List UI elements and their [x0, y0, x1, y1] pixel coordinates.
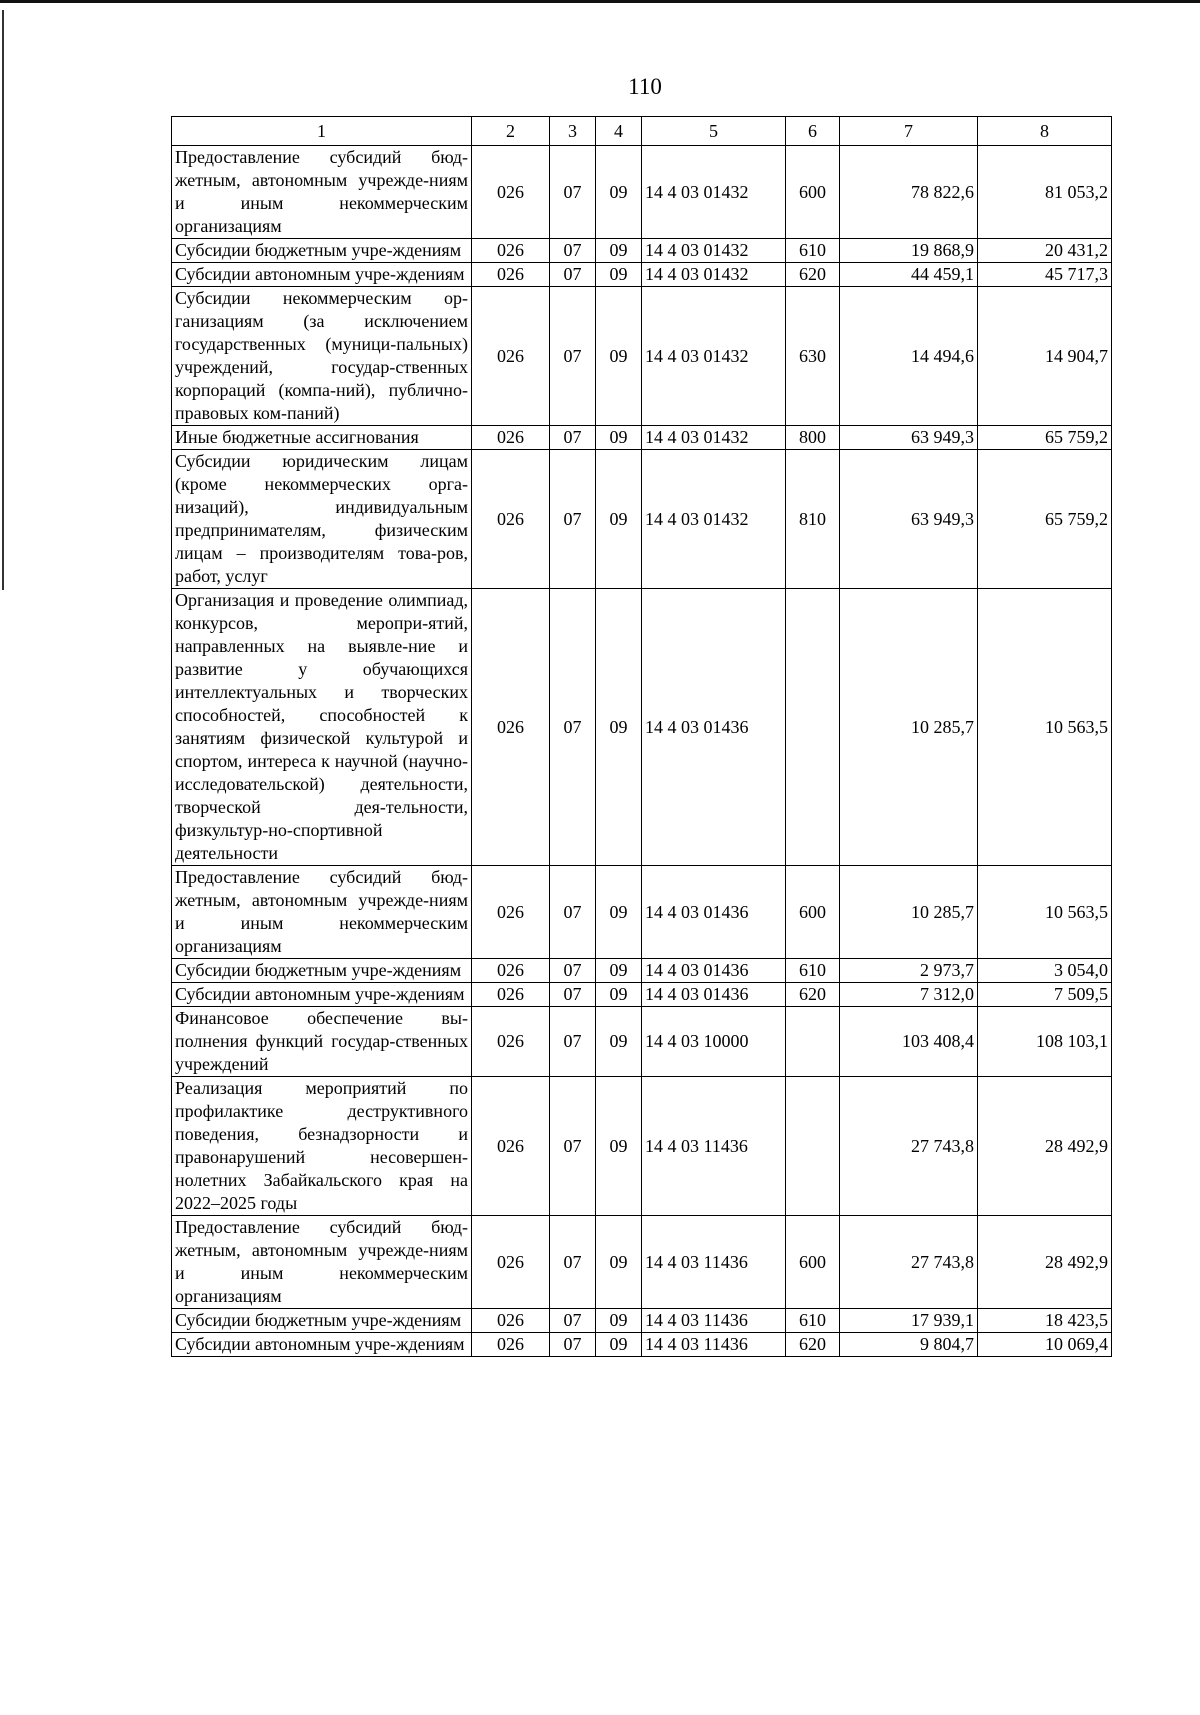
row-description: Субсидии бюджетным учре-ждениям — [172, 1309, 472, 1333]
target-article-cell: 14 4 03 01432 — [642, 263, 786, 287]
subsection-code-cell: 09 — [596, 1077, 642, 1216]
amount-year1-cell: 44 459,1 — [840, 263, 978, 287]
expense-type-cell: 600 — [786, 1216, 840, 1309]
target-article-cell: 14 4 03 01432 — [642, 287, 786, 426]
expense-type-cell: 610 — [786, 959, 840, 983]
table-row — [172, 239, 1112, 263]
target-article-cell: 14 4 03 11436 — [642, 1216, 786, 1309]
amount-year1-cell: 103 408,4 — [840, 1007, 978, 1077]
header-cell: 2 — [472, 117, 550, 146]
table-row — [172, 866, 1112, 959]
amount-year2-cell: 18 423,5 — [978, 1309, 1112, 1333]
page-number: 110 — [628, 74, 662, 99]
row-description: Реализация мероприятий по профилактике деструктивного поведения, безнадзорности и правонарушений несовершен-нолетних Забайкальского края на 2022–2025 годы — [172, 1077, 472, 1216]
amount-year2-cell: 65 759,2 — [978, 426, 1112, 450]
row-description: Предоставление субсидий бюд-жетным, автономным учрежде-ниям и иным некоммерческим организациям — [172, 146, 472, 239]
row-description: Субсидии автономным учре-ждениям — [172, 1333, 472, 1357]
section-code-cell: 07 — [550, 239, 596, 263]
target-article-cell: 14 4 03 01436 — [642, 983, 786, 1007]
section-code-cell: 07 — [550, 589, 596, 866]
amount-year1-cell: 9 804,7 — [840, 1333, 978, 1357]
amount-year2-cell: 14 904,7 — [978, 287, 1112, 426]
expense-type-cell: 630 — [786, 287, 840, 426]
amount-year1-cell: 27 743,8 — [840, 1216, 978, 1309]
admin-code-cell: 026 — [472, 1007, 550, 1077]
subsection-code-cell: 09 — [596, 983, 642, 1007]
amount-year1-cell: 10 285,7 — [840, 589, 978, 866]
section-code-cell: 07 — [550, 450, 596, 589]
row-description: Предоставление субсидий бюд-жетным, автономным учрежде-ниям и иным некоммерческим организациям — [172, 866, 472, 959]
table-row — [172, 450, 1112, 589]
section-code-cell: 07 — [550, 146, 596, 239]
row-description: Иные бюджетные ассигнования — [172, 426, 472, 450]
section-code-cell: 07 — [550, 1007, 596, 1077]
admin-code-cell: 026 — [472, 1333, 550, 1357]
amount-year2-cell: 3 054,0 — [978, 959, 1112, 983]
table-row — [172, 426, 1112, 450]
header-cell: 4 — [596, 117, 642, 146]
subsection-code-cell: 09 — [596, 239, 642, 263]
section-code-cell: 07 — [550, 287, 596, 426]
section-code-cell: 07 — [550, 1333, 596, 1357]
budget-table — [171, 116, 1112, 1357]
amount-year1-cell: 7 312,0 — [840, 983, 978, 1007]
table-row — [172, 959, 1112, 983]
subsection-code-cell: 09 — [596, 959, 642, 983]
expense-type-cell: 600 — [786, 866, 840, 959]
header-row — [172, 117, 1112, 146]
table-body — [172, 146, 1112, 1357]
table-row — [172, 287, 1112, 426]
subsection-code-cell: 09 — [596, 263, 642, 287]
expense-type-cell — [786, 589, 840, 866]
row-description: Предоставление субсидий бюд-жетным, автономным учрежде-ниям и иным некоммерческим организациям — [172, 1216, 472, 1309]
amount-year2-cell: 10 563,5 — [978, 866, 1112, 959]
section-code-cell: 07 — [550, 426, 596, 450]
amount-year1-cell: 78 822,6 — [840, 146, 978, 239]
amount-year2-cell: 10 069,4 — [978, 1333, 1112, 1357]
subsection-code-cell: 09 — [596, 450, 642, 589]
subsection-code-cell: 09 — [596, 1309, 642, 1333]
amount-year2-cell: 20 431,2 — [978, 239, 1112, 263]
table-row — [172, 589, 1112, 866]
amount-year1-cell: 19 868,9 — [840, 239, 978, 263]
expense-type-cell: 620 — [786, 983, 840, 1007]
target-article-cell: 14 4 03 01432 — [642, 450, 786, 589]
amount-year1-cell: 2 973,7 — [840, 959, 978, 983]
expense-type-cell: 600 — [786, 146, 840, 239]
row-description: Субсидии юридическим лицам (кроме некоммерческих орга-низаций), индивидуальным предпринимателям, физическим лицам – производителям това-ров, работ, услуг — [172, 450, 472, 589]
expense-type-cell: 610 — [786, 1309, 840, 1333]
amount-year1-cell: 63 949,3 — [840, 450, 978, 589]
amount-year2-cell: 65 759,2 — [978, 450, 1112, 589]
admin-code-cell: 026 — [472, 866, 550, 959]
expense-type-cell — [786, 1077, 840, 1216]
amount-year2-cell: 7 509,5 — [978, 983, 1112, 1007]
amount-year2-cell: 28 492,9 — [978, 1216, 1112, 1309]
scan-top-edge — [0, 0, 1200, 3]
expense-type-cell: 610 — [786, 239, 840, 263]
target-article-cell: 14 4 03 01432 — [642, 426, 786, 450]
expense-type-cell — [786, 1007, 840, 1077]
subsection-code-cell: 09 — [596, 287, 642, 426]
row-description: Субсидии автономным учре-ждениям — [172, 263, 472, 287]
amount-year1-cell: 14 494,6 — [840, 287, 978, 426]
amount-year2-cell: 108 103,1 — [978, 1007, 1112, 1077]
table-row — [172, 1333, 1112, 1357]
amount-year2-cell: 28 492,9 — [978, 1077, 1112, 1216]
admin-code-cell: 026 — [472, 1216, 550, 1309]
table-row — [172, 1007, 1112, 1077]
admin-code-cell: 026 — [472, 287, 550, 426]
section-code-cell: 07 — [550, 263, 596, 287]
admin-code-cell: 026 — [472, 1077, 550, 1216]
amount-year2-cell: 45 717,3 — [978, 263, 1112, 287]
header-cell: 1 — [172, 117, 472, 146]
target-article-cell: 14 4 03 01436 — [642, 959, 786, 983]
admin-code-cell: 026 — [472, 1309, 550, 1333]
header-cell: 3 — [550, 117, 596, 146]
target-article-cell: 14 4 03 11436 — [642, 1333, 786, 1357]
subsection-code-cell: 09 — [596, 1007, 642, 1077]
amount-year2-cell: 10 563,5 — [978, 589, 1112, 866]
target-article-cell: 14 4 03 11436 — [642, 1077, 786, 1216]
target-article-cell: 14 4 03 01436 — [642, 866, 786, 959]
table-row — [172, 146, 1112, 239]
amount-year1-cell: 10 285,7 — [840, 866, 978, 959]
target-article-cell: 14 4 03 10000 — [642, 1007, 786, 1077]
subsection-code-cell: 09 — [596, 866, 642, 959]
subsection-code-cell: 09 — [596, 146, 642, 239]
admin-code-cell: 026 — [472, 426, 550, 450]
header-cell: 7 — [840, 117, 978, 146]
expense-type-cell: 810 — [786, 450, 840, 589]
row-description: Субсидии бюджетным учре-ждениям — [172, 239, 472, 263]
amount-year1-cell: 63 949,3 — [840, 426, 978, 450]
section-code-cell: 07 — [550, 1216, 596, 1309]
admin-code-cell: 026 — [472, 239, 550, 263]
subsection-code-cell: 09 — [596, 1216, 642, 1309]
target-article-cell: 14 4 03 01436 — [642, 589, 786, 866]
amount-year1-cell: 17 939,1 — [840, 1309, 978, 1333]
admin-code-cell: 026 — [472, 589, 550, 866]
section-code-cell: 07 — [550, 1077, 596, 1216]
row-description: Организация и проведение олимпиад, конкурсов, меропри-ятий, направленных на выявле-ние и развитие у обучающихся интеллектуальных и творческих способностей, способностей к занятиям физической культурой и спортом, интереса к научной (научно-исследовательской) деятельности, творческой дея-тельности, физкультур-но-спортивной деятельности — [172, 589, 472, 866]
target-article-cell: 14 4 03 11436 — [642, 1309, 786, 1333]
target-article-cell: 14 4 03 01432 — [642, 146, 786, 239]
table-row — [172, 1309, 1112, 1333]
header-cell: 6 — [786, 117, 840, 146]
row-description: Финансовое обеспечение вы-полнения функций государ-ственных учреждений — [172, 1007, 472, 1077]
table-row — [172, 1077, 1112, 1216]
table-row — [172, 983, 1112, 1007]
section-code-cell: 07 — [550, 1309, 596, 1333]
admin-code-cell: 026 — [472, 263, 550, 287]
section-code-cell: 07 — [550, 866, 596, 959]
header-cell: 5 — [642, 117, 786, 146]
target-article-cell: 14 4 03 01432 — [642, 239, 786, 263]
expense-type-cell: 620 — [786, 263, 840, 287]
expense-type-cell: 620 — [786, 1333, 840, 1357]
table-row — [172, 263, 1112, 287]
admin-code-cell: 026 — [472, 146, 550, 239]
section-code-cell: 07 — [550, 959, 596, 983]
amount-year2-cell: 81 053,2 — [978, 146, 1112, 239]
row-description: Субсидии автономным учре-ждениям — [172, 983, 472, 1007]
row-description: Субсидии бюджетным учре-ждениям — [172, 959, 472, 983]
admin-code-cell: 026 — [472, 983, 550, 1007]
subsection-code-cell: 09 — [596, 1333, 642, 1357]
admin-code-cell: 026 — [472, 450, 550, 589]
row-description: Субсидии некоммерческим ор-ганизациям (за исключением государственных (муници-пальных) учреждений, государ-ственных корпораций (компа-ний), публично-правовых ком-паний) — [172, 287, 472, 426]
section-code-cell: 07 — [550, 983, 596, 1007]
expense-type-cell: 800 — [786, 426, 840, 450]
subsection-code-cell: 09 — [596, 589, 642, 866]
amount-year1-cell: 27 743,8 — [840, 1077, 978, 1216]
subsection-code-cell: 09 — [596, 426, 642, 450]
admin-code-cell: 026 — [472, 959, 550, 983]
header-cell: 8 — [978, 117, 1112, 146]
table-row — [172, 1216, 1112, 1309]
